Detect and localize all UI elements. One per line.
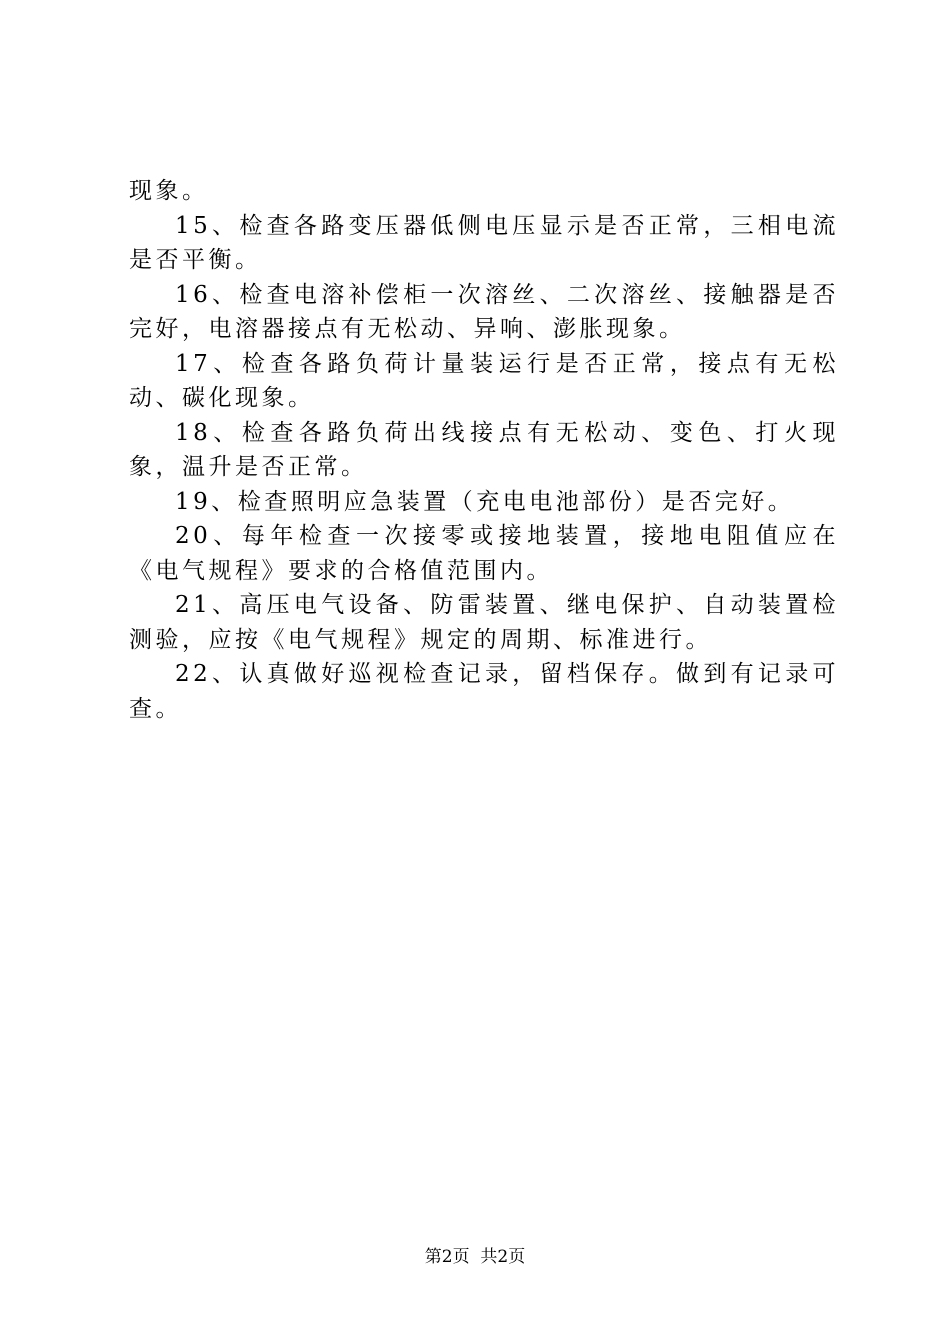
list-item-17: 17、检查各路负荷计量装运行是否正常，接点有无松动、碳化现象。 [129,350,839,411]
list-item-19: 19、检查照明应急装置（充电电池部份）是否完好。 [175,488,795,515]
list-item-15: 15、检查各路变压器低侧电压显示是否正常，三相电流是否平衡。 [129,212,839,273]
list-item-21: 21、高压电气设备、防雷装置、继电保护、自动装置检测验，应按《电气规程》规定的周期、标准进行。 [129,592,839,653]
list-item-16: 16、检查电溶补偿柜一次溶丝、二次溶丝、接触器是否完好，电溶器接点有无松动、异响、澎胀现象。 [129,281,839,342]
list-item-20: 20、每年检查一次接零或接地装置，接地电阻值应在《电气规程》要求的合格值范围内。 [129,523,839,584]
page-footer [0,1242,950,1267]
page-number: 第2页 [424,1247,470,1267]
document-body [129,174,839,726]
page-total: 共2页 [480,1247,526,1267]
list-item-18: 18、检查各路负荷出线接点有无松动、变色、打火现象，温升是否正常。 [129,419,839,480]
list-item-22: 22、认真做好巡视检查记录，留档保存。做到有记录可查。 [129,661,839,722]
continuation-text: 现象。 [129,178,209,204]
